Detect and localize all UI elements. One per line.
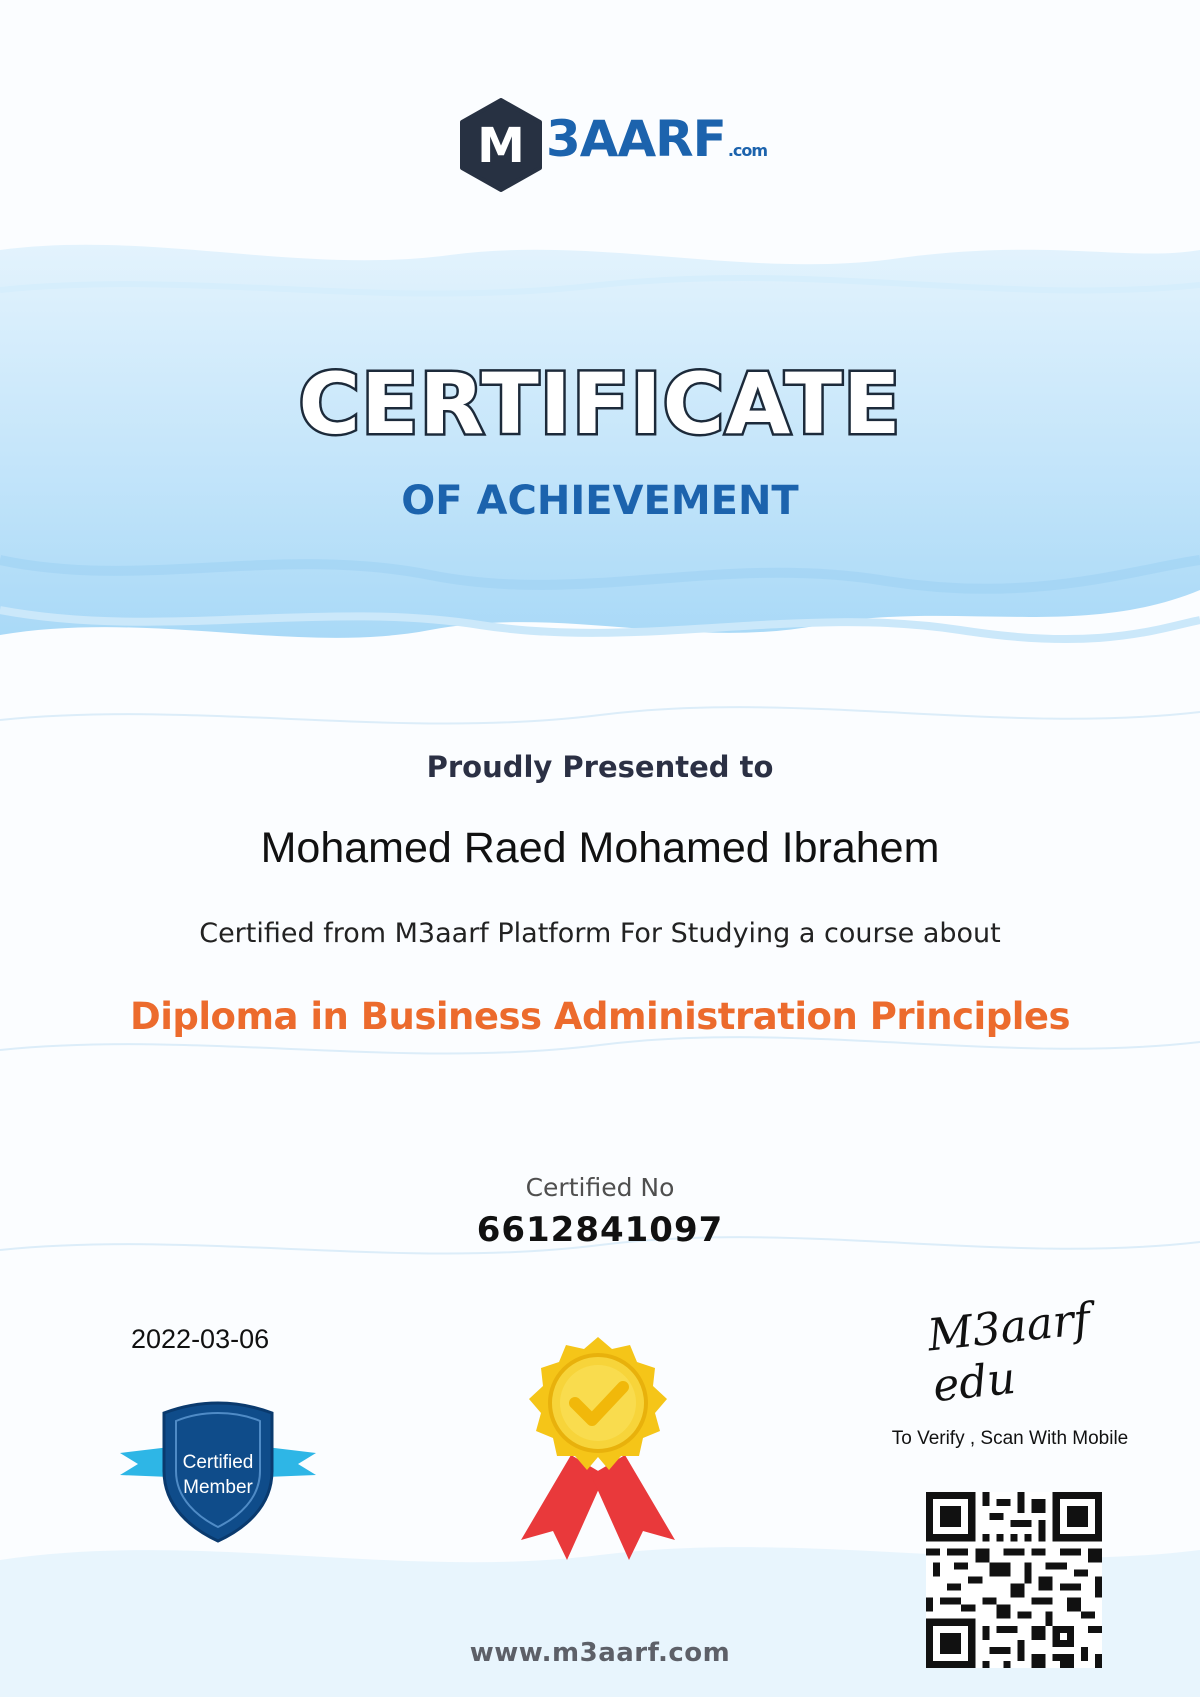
verify-label: To Verify , Scan With Mobile (891, 1428, 1129, 1449)
certificate-title: CERTIFICATE (298, 355, 902, 453)
certified-member-badge (118, 1395, 318, 1545)
recipient-name: Mohamed Raed Mohamed Ibrahem (260, 824, 940, 872)
badge-line-2: Member (183, 1477, 253, 1498)
certificate-number-label: Certified No (525, 1173, 675, 1202)
logo-suffix: .com (727, 141, 768, 160)
badge-line-1: Certified (182, 1452, 254, 1473)
issue-date: 2022-03-06 (131, 1324, 270, 1354)
logo-brand: 3AARF (546, 110, 726, 168)
signature-text: M3aarf edu (925, 1293, 1093, 1413)
logo-hexagon-icon (458, 98, 544, 192)
certificate-subtitle: OF ACHIEVEMENT (401, 478, 799, 524)
certified-from-text: Certified from M3aarf Platform For Studying a course about (199, 918, 1001, 949)
svg-text:M: M (477, 118, 525, 174)
presented-label: Proudly Presented to (426, 750, 774, 784)
website-url: www.m3aarf.com (469, 1638, 731, 1668)
m3aarf-logo (458, 98, 768, 194)
certificate-number: 6612841097 (476, 1210, 724, 1250)
gold-medal-check-icon (513, 1335, 683, 1560)
logo-wordmark (546, 110, 767, 168)
signature (925, 1293, 1130, 1413)
course-title: Diploma in Business Administration Principles (129, 995, 1070, 1038)
